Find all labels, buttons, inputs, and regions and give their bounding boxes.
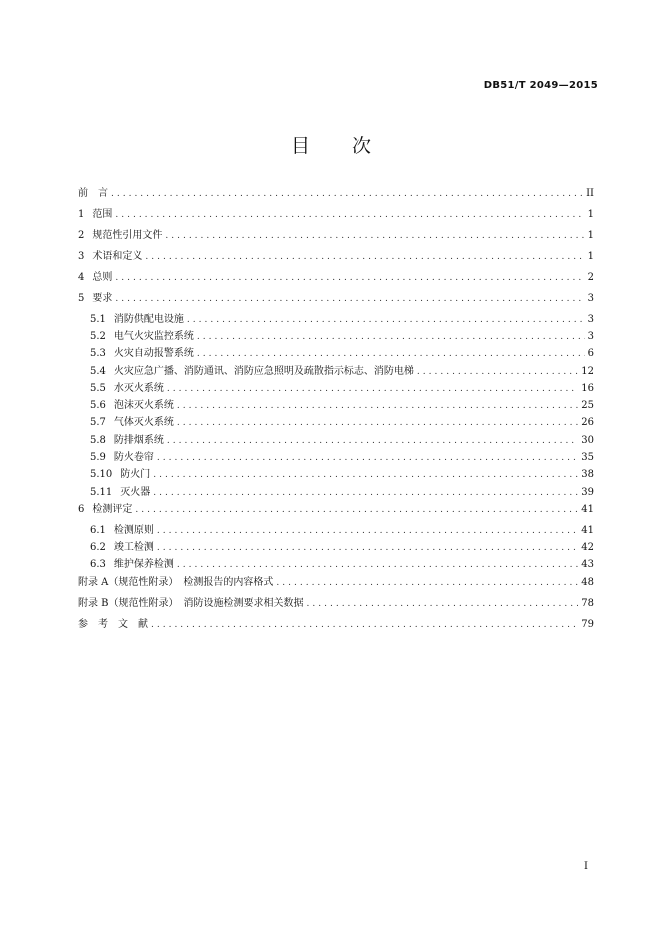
toc-entry-label: 检测评定 — [92, 503, 133, 515]
toc-entry-number: 5.3 — [90, 348, 106, 360]
toc-entry-label: 防排烟系统 — [113, 434, 164, 446]
toc-entry-label: 检测原则 — [113, 524, 154, 536]
toc-leader-dots — [197, 332, 585, 342]
toc-entry[interactable] — [78, 184, 594, 205]
toc-entry-page: 2 — [587, 271, 594, 283]
toc-entry-page: 35 — [581, 452, 594, 463]
toc-leader-dots — [167, 436, 578, 446]
toc-subentry[interactable] — [78, 379, 594, 396]
toc-entry-page: 43 — [581, 559, 594, 571]
toc-subentry[interactable] — [78, 327, 594, 344]
toc-leader-dots — [177, 560, 578, 570]
toc-subentry[interactable] — [78, 483, 594, 500]
toc-entry-label: 维护保养检测 — [113, 559, 174, 571]
toc-entry-number: 5.2 — [90, 330, 106, 342]
toc-leader-dots — [197, 349, 585, 359]
toc-entry-label: 要求 — [92, 292, 113, 304]
toc-entry-page: 3 — [587, 330, 594, 342]
toc-leader-dots — [115, 210, 584, 220]
toc-entry-label: 灭火器 — [120, 486, 151, 498]
toc-entry-number: 5.9 — [90, 452, 106, 463]
toc-entry-number: 6.1 — [90, 524, 106, 536]
toc-entry-number: 5.5 — [90, 382, 106, 394]
table-of-contents — [78, 184, 594, 636]
toc-entry-label: 防火卷帘 — [113, 452, 154, 463]
toc-leader-dots — [417, 367, 578, 377]
toc-entry-page: 39 — [581, 486, 594, 498]
toc-entry-page: 3 — [587, 292, 594, 304]
toc-entry-number: 5.7 — [90, 417, 106, 429]
toc-entry-page: 26 — [581, 417, 594, 429]
toc-subentry[interactable] — [78, 555, 594, 572]
toc-entry-label: 附录 A（规范性附录） 检测报告的内容格式 — [78, 576, 274, 588]
toc-leader-dots — [157, 453, 578, 463]
toc-subentry[interactable] — [78, 538, 594, 555]
toc-entry-label: 火灾应急广播、消防通讯、消防应急照明及疏散指示标志、消防电梯 — [113, 365, 414, 377]
toc-entry-page: II — [586, 188, 594, 199]
toc-entry-page: 38 — [581, 469, 594, 481]
toc-leader-dots — [135, 505, 578, 515]
toc-leader-dots — [115, 273, 584, 283]
document-code: DB51/T 2049—2015 — [483, 80, 598, 91]
toc-entry-number: 6 — [78, 503, 85, 515]
toc-entry-number: 6.3 — [90, 559, 106, 571]
toc-leader-dots — [157, 543, 578, 553]
toc-leader-dots — [157, 526, 578, 536]
toc-entry-number: 5.11 — [90, 486, 113, 498]
toc-leader-dots — [153, 470, 578, 480]
toc-entry-label: 气体灭火系统 — [113, 417, 174, 429]
toc-subentry[interactable] — [78, 362, 594, 379]
toc-leader-dots — [177, 418, 578, 428]
toc-entry[interactable] — [78, 573, 594, 594]
toc-subentry[interactable] — [78, 431, 594, 448]
page-title: 目 次 — [290, 135, 390, 157]
toc-entry-page: 41 — [581, 524, 594, 536]
toc-entry-page: 48 — [581, 576, 594, 588]
toc-leader-dots — [111, 189, 583, 199]
toc-entry-number: 5.4 — [90, 365, 106, 377]
toc-leader-dots — [151, 620, 578, 630]
toc-entry-number: 5.8 — [90, 434, 106, 446]
toc-entry-page: 30 — [581, 434, 594, 446]
toc-entry[interactable] — [78, 205, 594, 226]
toc-entry-number: 6.2 — [90, 542, 106, 554]
toc-leader-dots — [165, 231, 584, 241]
toc-entry-page: 78 — [581, 597, 594, 609]
toc-entry-page: 1 — [587, 208, 594, 220]
toc-entry-page: 6 — [587, 348, 594, 360]
toc-leader-dots — [307, 599, 579, 609]
toc-entry-label: 范围 — [92, 208, 113, 220]
toc-entry-page: 1 — [587, 229, 594, 241]
toc-entry-number: 4 — [78, 271, 85, 283]
toc-leader-dots — [276, 578, 578, 588]
toc-entry-page: 1 — [587, 250, 594, 262]
toc-entry-number: 5.1 — [90, 313, 106, 325]
toc-entry[interactable] — [78, 615, 594, 636]
toc-entry-label: 术语和定义 — [92, 250, 143, 262]
toc-subentry[interactable] — [78, 310, 594, 327]
toc-entry-number: 5 — [78, 292, 85, 304]
page-number: I — [584, 861, 588, 872]
toc-leader-dots — [115, 294, 584, 304]
toc-entry-label: 电气火灾监控系统 — [113, 330, 194, 342]
toc-entry[interactable] — [78, 500, 594, 521]
toc-subentry[interactable] — [78, 413, 594, 430]
toc-entry-number: 1 — [78, 208, 85, 220]
toc-entry-label: 参 考 文 献 — [78, 618, 148, 630]
toc-subentry[interactable] — [78, 344, 594, 361]
toc-entry-page: 79 — [581, 618, 594, 630]
toc-entry-label: 火灾自动报警系统 — [113, 348, 194, 360]
toc-subentry[interactable] — [78, 448, 594, 465]
toc-leader-dots — [167, 384, 578, 394]
toc-entry[interactable] — [78, 594, 594, 615]
toc-entry-label: 规范性引用文件 — [92, 229, 163, 241]
toc-entry-number: 5.6 — [90, 400, 106, 412]
toc-subentry[interactable] — [78, 396, 594, 413]
toc-entry-page: 25 — [581, 400, 594, 412]
toc-leader-dots — [187, 315, 585, 325]
toc-entry[interactable] — [78, 268, 594, 289]
toc-leader-dots — [177, 401, 578, 411]
toc-entry-label: 水灭火系统 — [113, 382, 164, 394]
toc-entry[interactable] — [78, 247, 594, 268]
toc-entry-number: 2 — [78, 229, 85, 241]
toc-entry-label: 前 言 — [78, 188, 108, 199]
toc-entry[interactable] — [78, 289, 594, 310]
toc-leader-dots — [145, 252, 584, 262]
toc-subentry[interactable] — [78, 521, 594, 538]
toc-entry-page: 42 — [581, 542, 594, 554]
toc-entry-label: 消防供配电设施 — [113, 313, 184, 325]
toc-entry-label: 防火门 — [120, 469, 151, 481]
toc-entry-label: 竣工检测 — [113, 542, 154, 554]
toc-subentry[interactable] — [78, 465, 594, 482]
toc-entry[interactable] — [78, 226, 594, 247]
toc-entry-page: 12 — [581, 365, 594, 377]
toc-entry-number: 3 — [78, 250, 85, 262]
toc-entry-page: 3 — [587, 313, 594, 325]
toc-entry-label: 总则 — [92, 271, 113, 283]
toc-entry-label: 附录 B（规范性附录） 消防设施检测要求相关数据 — [78, 597, 304, 609]
toc-leader-dots — [153, 488, 578, 498]
toc-entry-number: 5.10 — [90, 469, 113, 481]
toc-entry-page: 16 — [581, 382, 594, 394]
toc-entry-label: 泡沫灭火系统 — [113, 400, 174, 412]
toc-entry-page: 41 — [581, 503, 594, 515]
